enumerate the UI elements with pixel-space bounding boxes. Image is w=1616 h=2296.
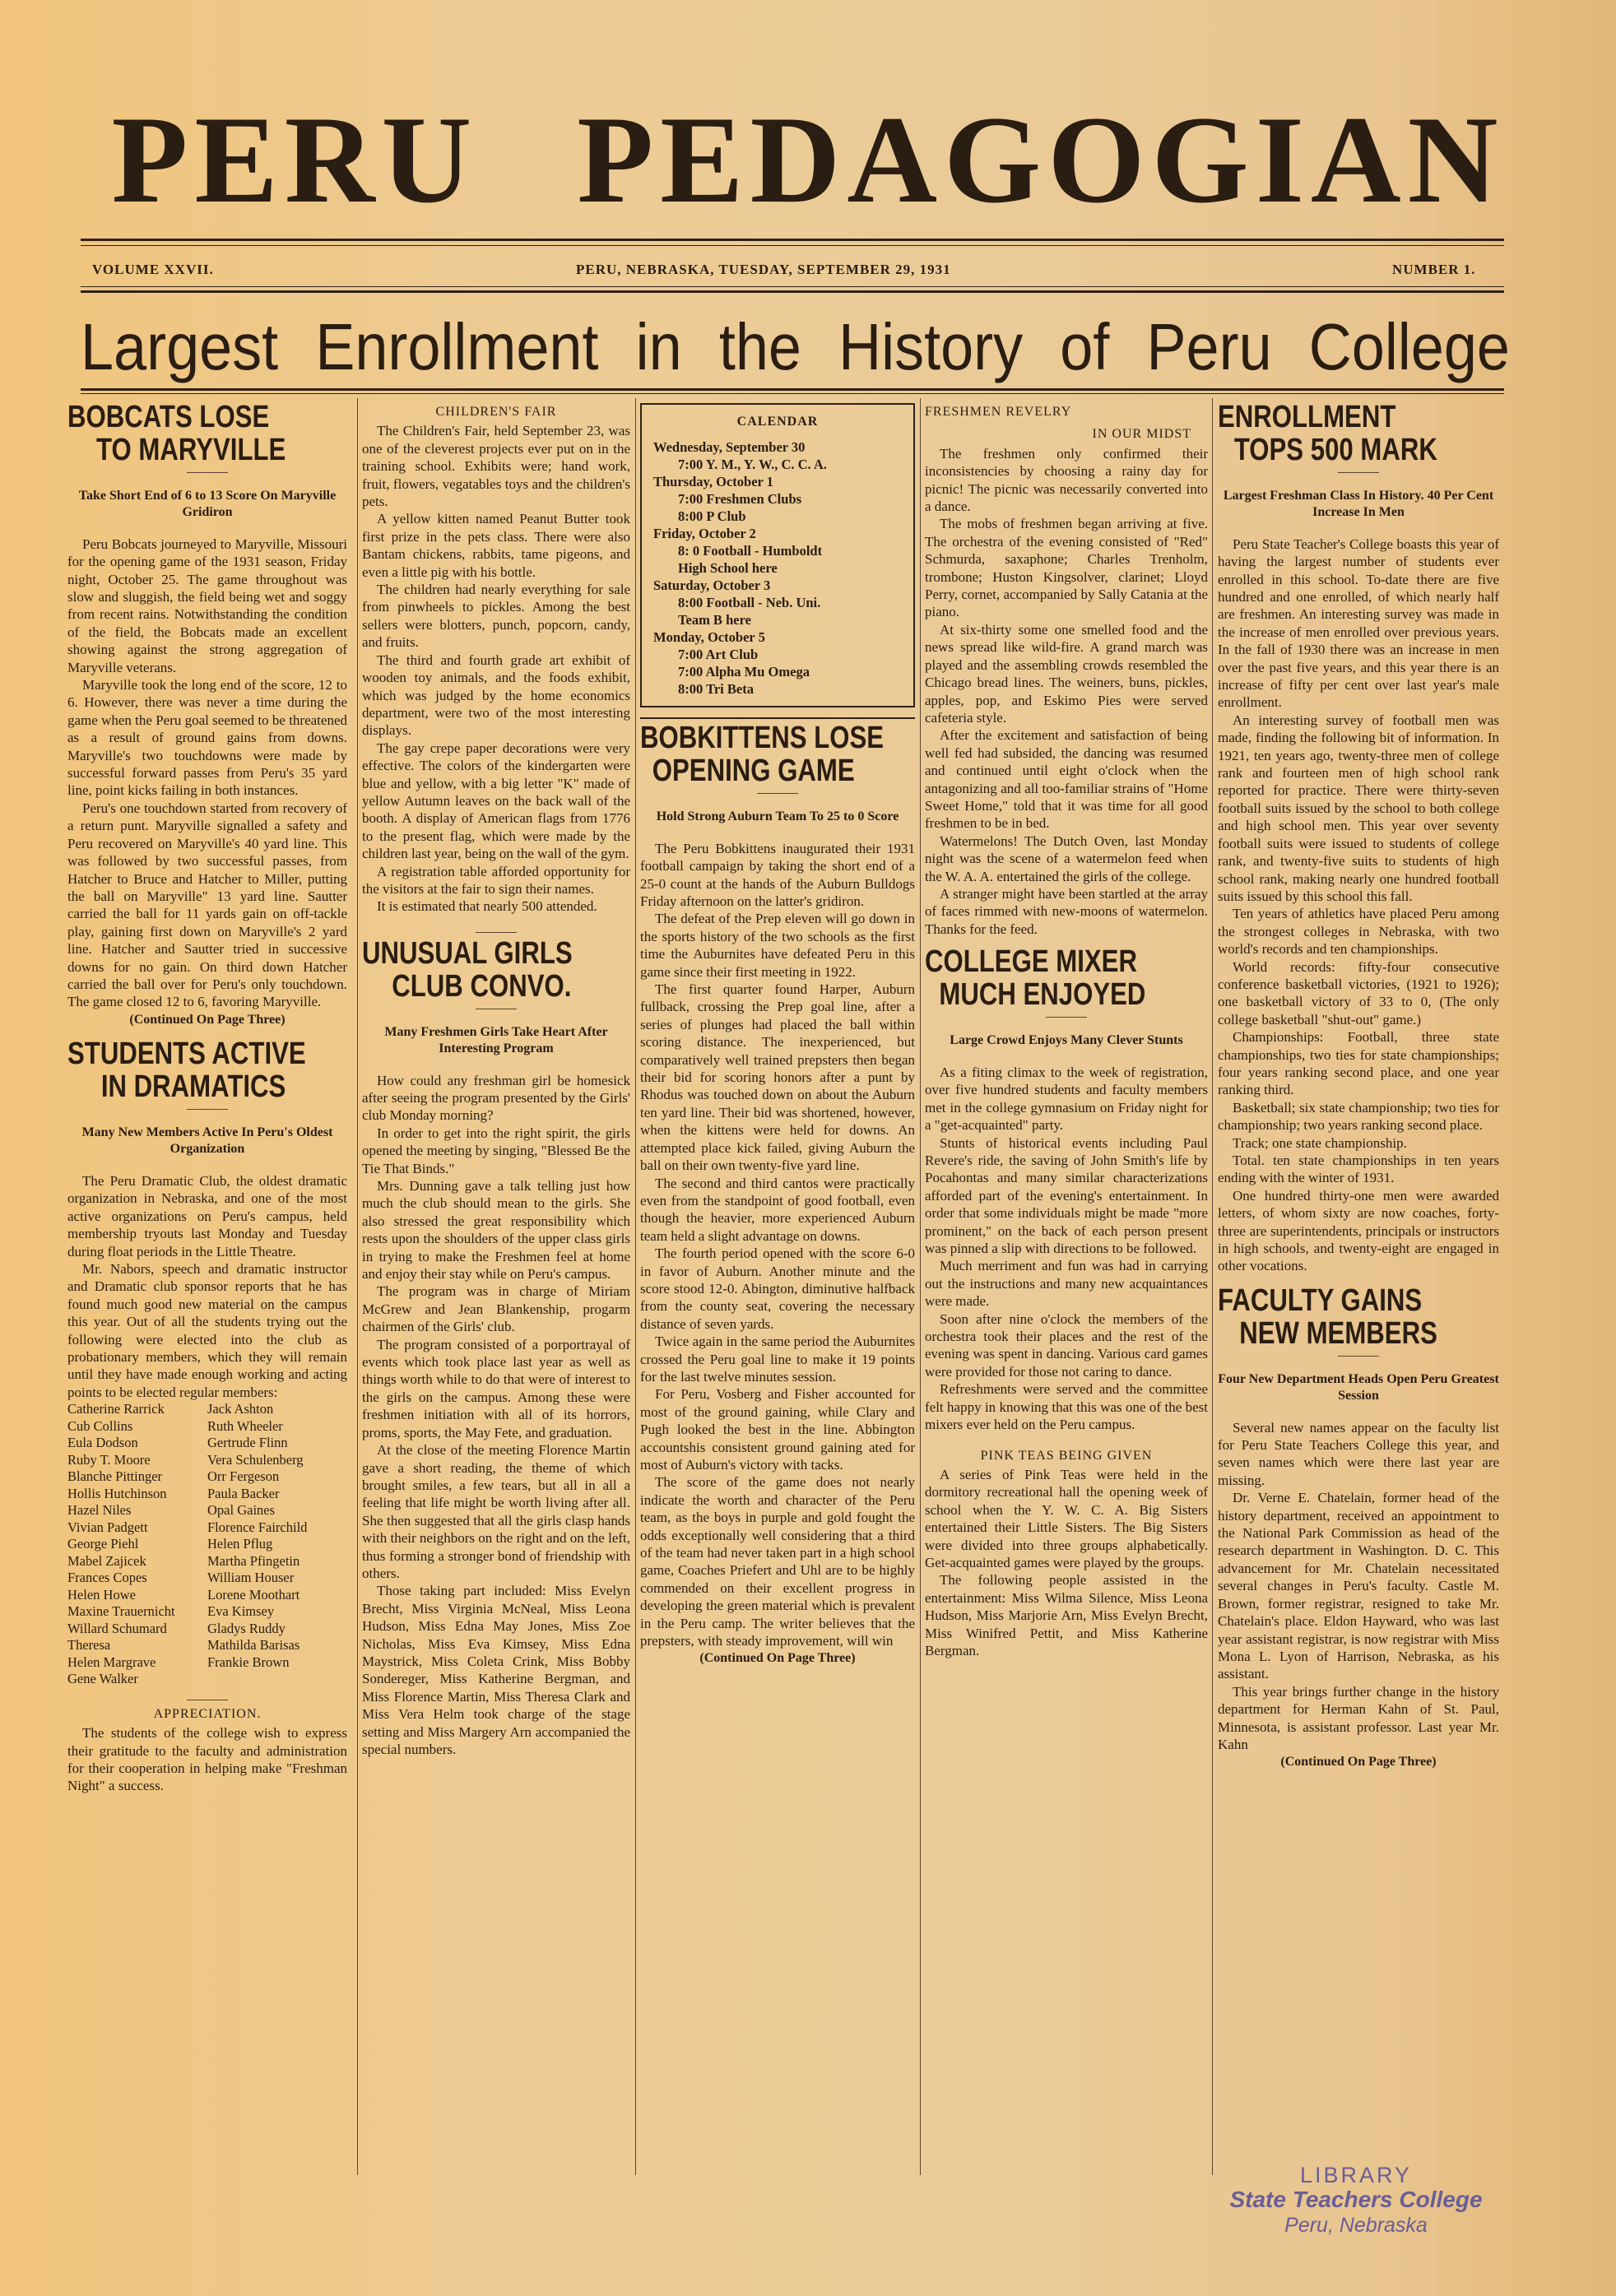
enrollment-subhead: Largest Freshman Class In History. 40 Per Cent Increase In Men — [1223, 488, 1494, 519]
stamp-line-college: State Teachers College — [1229, 2187, 1483, 2212]
paragraph: As a fiting climax to the week of registration, over five hundred students and faculty members met in the college gymnasium on Friday night for a "get-acquainted" party. — [925, 1064, 1208, 1134]
divider — [476, 932, 517, 933]
masthead-word-peru: PERU — [111, 90, 479, 229]
calendar-day: Friday, October 2 — [653, 526, 756, 541]
member-name: Vivian Padgett — [67, 1519, 148, 1535]
paragraph: The second and third cantos were practically even from the standpoint of good football, even though the heavier, more experienced Auburn team held a slight advantage on downs. — [640, 1175, 915, 1244]
calendar-event: 8: 0 Football - Humboldt — [678, 543, 823, 559]
paragraph: Several new names appear on the faculty list for Peru State Teachers College this year, and seven names which were there last year are missing. — [1218, 1419, 1499, 1488]
paragraph: The freshmen only confirmed their inconsistencies by choosing a rainy day for picnic! The picnic was necessarily converted into a dance. — [925, 445, 1208, 515]
calendar-event: Team B here — [678, 612, 751, 628]
bobkittens-subhead: Hold Strong Auburn Team To 25 to 0 Score — [656, 809, 899, 823]
place-date-label: PERU, NEBRASKA, TUESDAY, SEPTEMBER 29, 1931 — [576, 262, 951, 277]
member-name: Hollis Hutchinson — [67, 1485, 167, 1501]
mixer-subhead: Large Crowd Enjoys Many Clever Stunts — [950, 1032, 1183, 1047]
headline-word: Enrollment — [315, 310, 599, 383]
column-3 — [640, 398, 915, 2175]
faculty-headline-line2: NEW MEMBERS — [1239, 1315, 1437, 1351]
calendar-days — [653, 438, 902, 698]
divider — [187, 472, 228, 473]
member-name: Mabel Zajicek — [67, 1552, 146, 1569]
girls-headline-line2: CLUB CONVO. — [392, 968, 572, 1004]
calendar-event: 8:00 Tri Beta — [678, 681, 754, 697]
calendar-day: Saturday, October 3 — [653, 577, 771, 593]
library-stamp — [1216, 2164, 1496, 2238]
column-divider — [635, 398, 636, 2175]
calendar-event: 8:00 Football - Neb. Uni. — [678, 595, 821, 610]
member-name: Frankie Brown — [207, 1654, 290, 1670]
paragraph: Much merriment and fun was had in carrying out the instructions and many new acquaintances were made. — [925, 1258, 1208, 1310]
member-name: Orr Fergeson — [207, 1468, 280, 1485]
divider — [187, 1109, 228, 1110]
revelry-head-line1: FRESHMEN REVELRY — [925, 405, 1072, 419]
paragraph: Ten years of athletics have placed Peru among the strongest colleges in Nebraska, with two world's records and ten championships. — [1218, 906, 1499, 958]
continued-note: (Continued On Page Three) — [129, 1012, 286, 1027]
member-name: Florence Fairchild — [207, 1519, 308, 1535]
dramatics-headline-line1: STUDENTS ACTIVE — [67, 1037, 306, 1072]
headline-word: the — [718, 310, 801, 383]
paragraph: At the close of the meeting Florence Martin gave a short reading, the theme of which brought smiles, a few tears, but all in all a feeling that life might be worth living after all. She then suggested that all the girls clasp hands with their neighbors on the right and on the left, thus forming a stronger bond of friendship with others. — [362, 1442, 630, 1581]
dateline-rule-thick — [81, 290, 1504, 293]
divider — [1338, 472, 1379, 473]
headline-rule-thin — [81, 393, 1504, 394]
continued-note: (Continued On Page Three) — [699, 1651, 856, 1666]
column-4 — [925, 398, 1208, 2175]
paragraph: One hundred thirty-one men were awarded letters, of whom sixty are now coaches, forty-three are superintendents, principals or instructors in high schools, and twenty-eight are engaged in other vocations. — [1218, 1187, 1499, 1274]
paragraph: The third and fourth grade art exhibit of wooden toy animals, and the foods exhibit, which was judged by the home economics department, were two of the most interesting displays. — [362, 652, 630, 739]
volume-label: VOLUME XXVII. — [92, 262, 214, 277]
calendar-event: 7:00 Y. M., Y. W., C. C. A. — [678, 457, 827, 472]
paragraph: Mr. Nabors, speech and dramatic instructor and Dramatic club sponsor reports that he has found much good new material on the campus this year. Out of all the students trying out the following were elected into the club as probationary members, which they will remain until they have made enough working and acting points to be elected regular members: — [67, 1260, 347, 1400]
paragraph: Stunts of historical events including Paul Revere's ride, the saving of John Smith's life by Pocahontas and many similar characterizations afforded part of the evening's entertainment. In order that some individuals might be made "more prominent," on the back of each person present was pinned a slip with directions to be followed. — [925, 1134, 1208, 1257]
member-name: Maxine Trauernicht — [67, 1603, 175, 1620]
column-divider — [1212, 398, 1213, 2175]
girls-club-headline — [362, 935, 630, 1004]
paragraph: Mrs. Dunning gave a talk telling just how much the club should mean to the girls. She also stressed the great responsibility which rests upon the shoulders of the upper class girls in trying to make the Freshmen feel at home and enjoy their stay while on Peru's campus. — [362, 1178, 630, 1283]
fair-head: CHILDREN'S FAIR — [435, 405, 557, 419]
headline-word: of — [1060, 310, 1110, 383]
calendar-day: Wednesday, September 30 — [653, 439, 806, 455]
member-name: Catherine Rarrick — [67, 1401, 165, 1417]
paragraph: A yellow kitten named Peanut Butter took first prize in the pets class. There were also Bantam chickens, rabbits, tame pigeons, and even a little pig with his bottle. — [362, 511, 630, 580]
member-name: Ruth Wheeler — [207, 1417, 283, 1434]
paragraph: Refreshments were served and the committee felt happy in knowing that this was one of the best mixers ever held on the Peru campus. — [925, 1381, 1208, 1433]
mixer-headline-line1: COLLEGE MIXER — [925, 944, 1137, 980]
member-name: Mathilda Barisas — [207, 1637, 300, 1654]
paragraph: The program was in charge of Miriam McGrew and Jean Blankenship, progarm chairmen of the Girls' club. — [362, 1283, 630, 1335]
calendar-day: Thursday, October 1 — [653, 474, 773, 489]
paragraph: It is estimated that nearly 500 attended. — [377, 898, 597, 915]
bobcats-headline — [67, 401, 347, 467]
paragraph: The students of the college wish to express their gratitude to the faculty and administration for their cooperation in helping make "Freshman Night" a success. — [67, 1725, 347, 1794]
enrollment-headline-line2: TOPS 500 MARK — [1233, 432, 1437, 467]
masthead — [0, 90, 1616, 229]
paragraph: A stranger might have been startled at the array of faces rimmed with new-moons of watermelon. Thanks for the feed. — [925, 885, 1208, 937]
paragraph: Twice again in the same period the Auburnites crossed the Peru goal line to make it 19 points for the last twelve minutes session. — [640, 1334, 915, 1385]
bobkittens-headline — [640, 722, 915, 788]
member-name: Eula Dodson — [67, 1435, 138, 1451]
headline-word: Peru — [1146, 310, 1272, 383]
paragraph: Peru Bobcats journeyed to Maryville, Missouri for the opening game of the 1931 season, Friday night, October 25. The game throughout was slow and sluggish, the field being wet and soggy from recent rains. Notwithstanding the condition of the field, the Bobcats made an excellent showing against the strong aggregation of Maryville veterans. — [67, 536, 347, 675]
calendar-event: 8:00 P Club — [678, 508, 746, 524]
member-name: Blanche Pittinger — [67, 1468, 163, 1485]
number-label: NUMBER 1. — [1392, 262, 1476, 277]
column-divider — [920, 398, 921, 2175]
column-5 — [1218, 398, 1499, 2159]
headline-word: in — [635, 310, 682, 383]
divider — [757, 793, 798, 794]
enrollment-headline-line1: ENROLLMENT — [1218, 400, 1396, 434]
dateline-rule-thin — [81, 286, 1504, 287]
mixer-headline-line2: MUCH ENJOYED — [939, 977, 1146, 1013]
column-divider — [357, 398, 358, 2175]
stamp-line-library: LIBRARY — [1299, 2163, 1413, 2187]
headline-word: History — [838, 310, 1024, 383]
paragraph: The gay crepe paper decorations were very effective. The colors of the kindergarten were blue and yellow, with a big letter "K" made of yellow Autumn leaves on the back wall of the booth. A display of American flags from 1776 to the present flag, which were made by the children last year, being on the wall of the gym. — [362, 740, 630, 862]
masthead-rule-thin — [81, 245, 1504, 246]
paragraph: The defeat of the Prep eleven will go down in the sports history of the two schools as the first time the Auburnites have defeated Peru in this game since their first meeting in 1922. — [640, 911, 915, 980]
stamp-line-place: Peru, Nebraska — [1284, 2214, 1428, 2237]
member-name: Willard Schumard — [67, 1620, 167, 1636]
headline-word: Largest — [81, 310, 279, 383]
paragraph: The first quarter found Harper, Auburn fullback, crossing the Prep goal line, after a series of plunges had placed the ball within scoring distance. The inexperienced, but comparatively well trained prepsters then began their bid for scoring honors after a punt by Rhodus was touched down on about the Auburn ten yard line. Their bid was shortened, however, when the kittens were held for downs. An attempted place kick failed, giving Auburn the ball on their own twenty-five yard line. — [640, 981, 915, 1174]
continued-note: (Continued On Page Three) — [1280, 1755, 1437, 1770]
bobcats-headline-line1: BOBCATS LOSE — [67, 400, 270, 434]
divider — [1046, 1017, 1087, 1018]
member-name: Ruby T. Moore — [67, 1451, 151, 1468]
headline-rule — [81, 388, 1504, 391]
paragraph: World records: fifty-four consecutive conference basketball victories, (1921 to 1926); one basketball victory of 33 to 0, (The only college basketball "shut-out" game.) — [1218, 958, 1499, 1027]
paragraph: Soon after nine o'clock the members of the orchestra took their places and the rest of the evening was spent in dancing. Various card games were provided for those not caring to dance. — [925, 1310, 1208, 1380]
member-name: Helen Margrave — [67, 1654, 156, 1670]
paragraph: Maryville took the long end of the score, 12 to 6. However, there was never a time during the game when the Peru goal seemed to be threatened as a result of ground gains from downs. Maryville's two touchdowns were made by successful forward passes from Peru's 35 yard line, point kicks failing in both instances. — [67, 677, 347, 799]
paragraph: In order to get into the right spirit, the girls opened the meeting by singing, "Blessed Be the Tie That Binds." — [362, 1125, 630, 1176]
bobkittens-headline-line2: OPENING GAME — [652, 753, 855, 788]
column-2 — [362, 398, 630, 2175]
column-1 — [67, 398, 347, 2175]
paragraph: A registration table afforded opportunity for the visitors at the fair to sign their names. — [362, 863, 630, 897]
paragraph: At six-thirty some one smelled food and the news spread like wild-fire. A grand march was played and the assembling crowds resembled the Chicago bread lines. The weiners, buns, pickles, apples, pop, and Eskimo Pies were served cafeteria style. — [925, 621, 1208, 726]
paragraph: A series of Pink Teas were held in the dormitory recreational hall the opening week of school when the Y. W. C. A. Big Sisters entertained their Little Sisters. The Big Sisters were divided into three groups alphabetically. Get-acquainted games were played by the groups. — [925, 1466, 1208, 1570]
headline-word: College — [1308, 310, 1510, 383]
member-name: Gene Walker — [67, 1671, 138, 1687]
member-name — [207, 1671, 347, 1688]
paragraph: An interesting survey of football men was made, finding the following bit of information. In 1921, ten years ago, twenty-three men of college rank and fourteen men of high school rank reported for practice. There were thirty-seven football suits issued by the school to both college and high school men. This year over seventy football suits were issued to students of college rank, and twenty-five suits to students of high school rank, making nearly one hundred football suits issued by this school this fall. — [1218, 712, 1499, 904]
masthead-word-pedagogian: PEDAGOGIAN — [577, 90, 1505, 229]
member-name: Lorene Moothart — [207, 1586, 300, 1603]
member-name: Eva Kimsey — [207, 1603, 275, 1620]
paragraph: After the excitement and satisfaction of being well fed had subsided, the dancing was resumed and continued until eight o'clock when the antagonizing and all too-familiar strains of "Home Sweet Home," told that it was time for all good freshmen to be in bed. — [925, 727, 1208, 832]
paragraph: The score of the game does not nearly indicate the worth and character of the Peru team, as the boys in purple and gold fought the odds exceptionally well considering that a third of the team had never taken part in a high school game, Coaches Priefert and Uhl are to be highly commended on their excellent progress in developing the green material which is prevalent in the Peru camp. The writer believes that the prepsters, with steady improvement, will win — [640, 1474, 915, 1649]
member-name: Opal Gaines — [207, 1502, 276, 1519]
faculty-subhead: Four New Department Heads Open Peru Greatest Session — [1218, 1371, 1499, 1403]
revelry-head-line2: IN OUR MIDST — [1092, 427, 1191, 442]
calendar-title: CALENDAR — [736, 415, 819, 429]
calendar-day: Monday, October 5 — [653, 629, 765, 645]
member-name: Vera Schulenberg — [207, 1451, 304, 1468]
member-name: William Houser — [207, 1570, 295, 1586]
paragraph: The following people assisted in the entertainment: Miss Wilma Silence, Miss Leona Hudson, Miss Marjorie Arn, Miss Evelyn Brecht, Miss Winifred Pettit, and Miss Katherine Bergman. — [925, 1572, 1208, 1658]
calendar-event: 7:00 Alpha Mu Omega — [678, 664, 810, 680]
faculty-headline-line1: FACULTY GAINS — [1218, 1283, 1423, 1318]
mixer-headline — [925, 946, 1208, 1012]
paragraph: Peru's one touchdown started from recovery of a return punt. Maryville signalled a safety and Peru recovered on Maryville's 40 yard line. This was followed by two successful passes, from Hatcher to Bruce and Hatcher to Miller, putting the ball on Maryville" 13 yard line. Sautter carried the ball for 11 yards gain on off-tackle play, gaining first down on Maryville's 2 yard line. Hatcher and Sautter tried in successive downs for no gain. On third down Hatcher carried the ball over for Peru's only touchdown. The game closed 12 to 6, favoring Maryville. — [67, 800, 347, 1010]
paragraph: The fourth period opened with the score 6-0 in favor of Auburn. Another minute and the score stood 12-0. Abington, diminutive halfback from the county seat, covering the necessary distance of seven yards. — [640, 1245, 915, 1332]
paragraph: The Peru Dramatic Club, the oldest dramatic organization in Nebraska, and one of the most active organizations on Peru's campus, held membership tryouts last Monday and Tuesday during float periods in the Little Theatre. — [67, 1172, 347, 1259]
dramatics-subhead: Many New Members Active In Peru's Oldest Organization — [81, 1125, 333, 1156]
pink-teas-head: PINK TEAS BEING GIVEN — [980, 1448, 1153, 1463]
girls-headline-line1: UNUSUAL GIRLS — [362, 935, 573, 971]
paragraph: Those taking part included: Miss Evelyn Brecht, Miss Virginia McNeal, Miss Leona Hudson, Miss Edna May Jones, Miss Zoe Nicholas, Miss Eva Kimsey, Miss Edna Maystrick, Miss Coleta Crink, Miss Bobby Sondereger, Miss Katherine Bergman, and Miss Florence Martin, Miss Theresa Clark and Miss Vera Helm took charge of the stage setting and Miss Margery Arn accompanied the special numbers. — [362, 1583, 630, 1757]
member-name: Paula Backer — [207, 1485, 280, 1501]
paragraph: The mobs of freshmen began arriving at five. The orchestra of the evening consisted of "Red" Schmurda, saxaphone; Charles Trenholm, trombone; Huston Kingsolver, clarinet; Lloyd Perry, cornet, accompanied by Sally Catania at the piano. — [925, 516, 1208, 620]
divider — [1338, 1356, 1379, 1357]
paragraph: Peru State Teacher's College boasts this year of having the largest number of students ever enrolled in this school. To-date there are five hundred and one enrolled, of which nearly half are freshmen. An interesting survey was made in the increase of men enrolled over previous years. In the fall of 1930 there was an increase in men over the past five years, and this year there is an increase of fifty per cent over last year's male enrollment. — [1218, 536, 1499, 711]
member-name: Gertrude Flinn — [207, 1435, 288, 1451]
calendar-event: 7:00 Art Club — [678, 647, 759, 662]
bobcats-subhead: Take Short End of 6 to 13 Score On Maryville Gridiron — [78, 488, 337, 519]
calendar-event: High School here — [678, 560, 778, 576]
member-name: Martha Pfingetin — [207, 1552, 300, 1569]
paragraph: The Children's Fair, held September 23, was one of the cleverest projects ever put on in the training school. Exhibits were; hand work, fruit, flowers, vegatables toys and the children's pets. — [362, 423, 630, 510]
girls-club-subhead: Many Freshmen Girls Take Heart After Interesting Program — [384, 1024, 608, 1055]
appreciation-head: APPRECIATION. — [153, 1706, 262, 1721]
faculty-headline — [1218, 1285, 1499, 1351]
member-name: Frances Copes — [67, 1570, 147, 1586]
member-name: Helen Howe — [67, 1586, 136, 1603]
calendar-event: 7:00 Freshmen Clubs — [678, 491, 802, 507]
paragraph: The program consisted of a porportrayal of events which took place last year as well as things worth while to do that were of interest to the girls on the campus. Among these were freshmen initiation with all of its horrors, proms, sports, the May Fete, and graduation. — [362, 1336, 630, 1440]
paragraph: Total. ten state championships in ten years ending with the winter of 1931. — [1218, 1153, 1499, 1186]
paragraph: Championships: Football, three state championships, two ties for state championships; four years ranking second place, and one year ranking third. — [1218, 1029, 1499, 1098]
bobcats-headline-line2: TO MARYVILLE — [96, 432, 286, 467]
dramatics-headline — [67, 1038, 347, 1104]
masthead-rule-top — [81, 239, 1504, 241]
paragraph: This year brings further change in the history department for Herman Kahn of St. Paul, Minnesota, is assistant professor. Last year Mr. Kahn — [1218, 1683, 1499, 1752]
bobkittens-headline-line1: BOBKITTENS LOSE — [640, 721, 885, 755]
dramatics-headline-line2: IN DRAMATICS — [100, 1069, 286, 1105]
enrollment-headline — [1218, 401, 1499, 467]
member-name: Gladys Ruddy — [207, 1620, 286, 1636]
member-name: Cub Collins — [67, 1417, 133, 1434]
paragraph: For Peru, Vosberg and Fisher accounted for most of the ground gaining, while Clary and Pugh looked the best in the line. Abbington accountshis consistent ground gaining ated for most of Auburn's victory with tacks. — [640, 1386, 915, 1473]
paragraph: Dr. Verne E. Chatelain, former head of the history department, received an appointment to the National Park Commission as head of the research department in Washington. D. C. This advancement for Mr. Chatelain necessitated several changes in Peru's faculty. Castle M. Brown, former registrar, resigned to take Mr. Chatelain's place. Eldon Hayward, who was last year assistant registrar, is now registrar with Miss Mona L. Lyon of Harrison, Nebraska, as his assistant. — [1218, 1490, 1499, 1682]
section-rule — [640, 717, 915, 719]
paragraph: Watermelons! The Dutch Oven, last Monday night was the scene of a watermelon feed when the W. A. A. entertained the girls of the college. — [925, 833, 1208, 884]
paragraph: How could any freshman girl be homesick after seeing the program presented by the Girls' club Monday morning? — [362, 1072, 630, 1124]
paragraph: Track; one state championship. — [1233, 1134, 1407, 1151]
member-name: Hazel Niles — [67, 1502, 132, 1519]
paragraph: The Peru Bobkittens inaugurated their 1931 football campaign by taking the short end of a 25-0 count at the hands of the Auburn Bulldogs Friday afternoon on the latter's gridiron. — [640, 840, 915, 909]
paragraph: Basketball; six state championship; two ties for championship; two years ranking second place. — [1218, 1099, 1499, 1134]
calendar-box — [640, 403, 915, 707]
member-name: George Piehl — [67, 1536, 139, 1552]
main-headline — [81, 309, 1510, 385]
member-name: Theresa — [67, 1637, 111, 1654]
member-name: Helen Pflug — [207, 1536, 273, 1552]
paragraph: The children had nearly everything for sale from pinwheels to pickles. Among the best sellers were blotters, punch, popcorn, candy, and fruits. — [362, 582, 630, 651]
member-name-list — [67, 1401, 347, 1688]
member-name: Jack Ashton — [207, 1401, 274, 1417]
